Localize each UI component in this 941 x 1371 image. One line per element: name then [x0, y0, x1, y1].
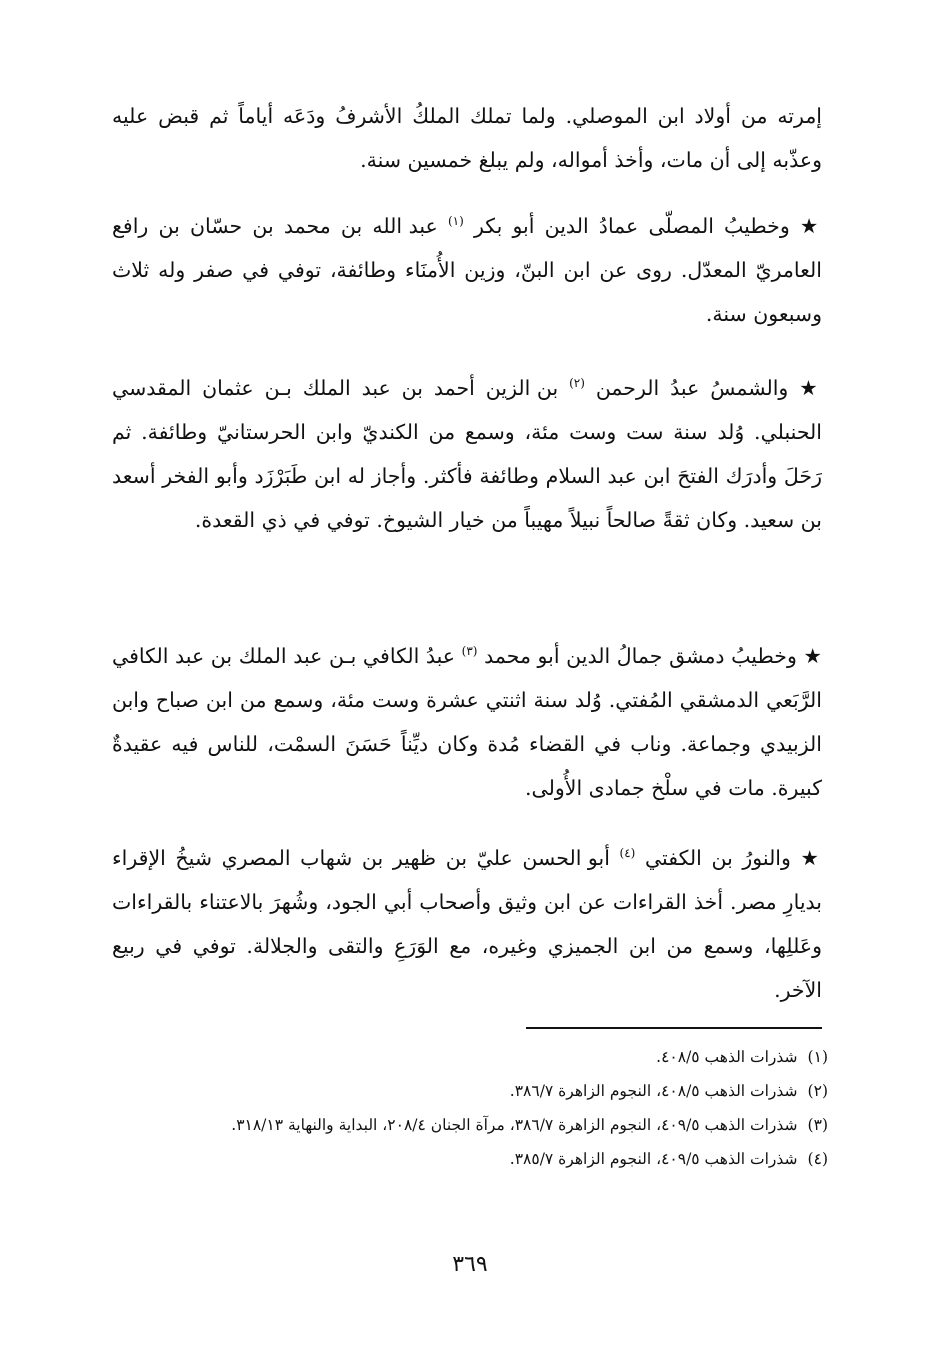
footnote-divider [526, 1027, 822, 1029]
paragraph-continuation [112, 94, 822, 182]
paragraph-text: عبدُ الكافي بـن عبد الملك بن عبد الكافي الرَّبَعي الدمشقي المُفتي. وُلد سنة اثنتي عشرة وست مئة، وسمع من ابن صباح وابن الزبيدي وجماعة. وناب في القضاء مُدة وكان ديِّناً حَسَنَ السمْت، للناس فيه عقيدةٌ كبيرة. مات في سلْخ جمادى الأُولى. [112, 644, 822, 800]
footnote-ref-3: (٣) [461, 644, 478, 659]
footnote-ref-4: (٤) [619, 846, 636, 861]
footnote-number: (٤) [807, 1150, 828, 1168]
page-number: ٣٦٩ [452, 1252, 488, 1277]
paragraph-text: أبو الحسن عليّ بن ظهير بن شهاب المصري شيخُ الإقراء بديارِ مصر. أخذ القراءات عن ابن وثيق وأصحاب أبي الجود، وشُهرَ بالاعتناء بالقراءات وعَللِها، وسمع من ابن الجميزي وغيره، مع الوَرَعِ والتقى والجلالة. توفي في ربيع الآخر. [112, 846, 822, 1002]
paragraph-entry-3 [112, 634, 822, 810]
footnote-item [112, 1040, 828, 1074]
footnote-number: (١) [807, 1048, 828, 1066]
paragraph-text: ★ وخطيبُ المصلّى عمادُ الدين أبو بكر [473, 214, 822, 238]
footnote-text: شذرات الذهب ٤٠٨/٥. [656, 1048, 798, 1066]
footnote-item [112, 1142, 828, 1176]
footnote-number: (٣) [807, 1116, 828, 1134]
paragraph-text: ★ والنورُ بن الكفتي [644, 846, 822, 870]
paragraph-text: بن الزين أحمد بن عبد الملك بـن عثمان المقدسي الحنبلي. وُلد سنة ست وست مئة، وسمع من الكنديّ وابن الحرستانيّ وطائفة. ثم رَحَلَ وأدرَك الفتحَ ابن عبد السلام وطائفة فأكثر. وأجاز له ابن طَبَرْزَد وأبو الفخر أسعد بن سعيد. وكان ثقةً صالحاً نبيلاً مهيباً من خيار الشيوخ. توفي في ذي القعدة. [112, 376, 822, 532]
footnote-ref-1: (١) [447, 214, 464, 229]
footnote-text: شذرات الذهب ٤٠٨/٥، النجوم الزاهرة ٣٨٦/٧. [509, 1082, 798, 1100]
paragraph-entry-4 [112, 836, 822, 1012]
footnote-text: شذرات الذهب ٤٠٩/٥، النجوم الزاهرة ٣٨٦/٧، مرآة الجنان ٢٠٨/٤، البداية والنهاية ٣١٨/١٣. [231, 1116, 798, 1134]
footnote-ref-2: (٢) [569, 376, 585, 391]
paragraph-text: عبد الله بن محمد بن حسّان بن رافع العامريّ المعدّل. روى عن ابن البنّ، وزين الأُمنَاء وطائفة، توفي في صفر وله ثلاث وسبعون سنة. [112, 214, 822, 326]
paragraph-entry-1 [112, 204, 822, 336]
footnote-number: (٢) [807, 1082, 828, 1100]
footnote-item [112, 1074, 828, 1108]
paragraph-entry-2 [112, 366, 822, 542]
paragraph-text: ★ والشمسُ عبدُ الرحمن [595, 376, 822, 400]
paragraph-text: إمرته من أولاد ابن الموصلي. ولما تملك الملكُ الأشرفُ ودَعَه أياماً ثم قبض عليه وعذّبه إلى أن مات، وأخذ أمواله، ولم يبلغ خمسين سنة. [112, 104, 822, 172]
footnote-text: شذرات الذهب ٤٠٩/٥، النجوم الزاهرة ٣٨٥/٧. [509, 1150, 798, 1168]
footnotes-list [112, 1040, 828, 1176]
footnote-item [112, 1108, 828, 1142]
paragraph-text: ★ وخطيبُ دمشق جمالُ الدين أبو محمد [484, 644, 822, 668]
